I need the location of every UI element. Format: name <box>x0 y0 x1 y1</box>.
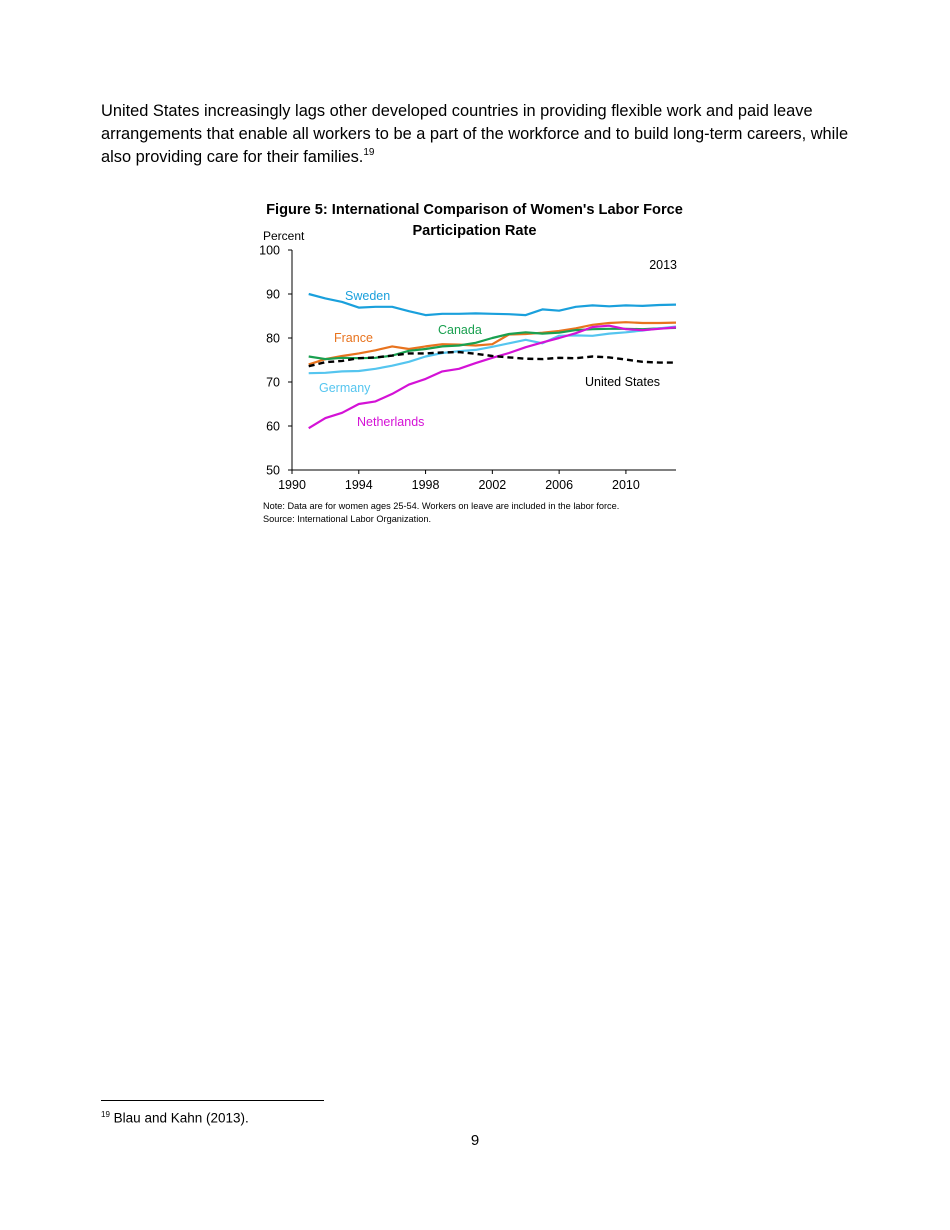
footnote-number: 19 <box>101 1110 110 1119</box>
x-tick-label: 2006 <box>545 478 574 492</box>
series-label-united-states: United States <box>585 375 661 389</box>
year-annotation: 2013 <box>649 258 677 272</box>
footnote-text: Blau and Kahn (2013). <box>113 1110 249 1126</box>
line-chart <box>0 0 950 560</box>
series-label-netherlands: Netherlands <box>357 415 425 429</box>
figure-note <box>263 500 703 526</box>
source-line: Source: International Labor Organization. <box>263 514 432 524</box>
paragraph-text: United States increasingly lags other developed countries in providing flexible work and paid leave arrangements that enable all workers to be a part of the workforce and to build long-term careers, while also providing care for their families. <box>101 102 849 166</box>
x-tick-label: 2002 <box>478 478 507 492</box>
figure-title: Figure 5: International Comparison of Women's Labor Force Participation Rate <box>266 202 683 239</box>
y-tick-label: 70 <box>266 375 280 390</box>
footnote-divider <box>101 1100 324 1101</box>
footnote-ref[interactable]: 19 <box>363 146 375 158</box>
x-tick-label: 1990 <box>278 478 306 492</box>
series-label-france: France <box>334 331 373 345</box>
figure-5 <box>0 0 950 560</box>
series-label-germany: Germany <box>319 381 371 395</box>
y-axis-label: Percent <box>263 229 305 243</box>
series-label-sweden: Sweden <box>345 289 391 303</box>
y-tick-label: 80 <box>266 331 280 346</box>
y-tick-label: 60 <box>266 419 280 434</box>
y-tick-label: 50 <box>266 463 280 478</box>
footnote <box>101 1110 249 1126</box>
series-line-united-states <box>309 352 676 366</box>
y-tick-label: 100 <box>259 243 280 258</box>
page-number: 9 <box>470 1132 480 1149</box>
y-tick-label: 90 <box>266 287 280 302</box>
note-line: Note: Data are for women ages 25-54. Workers on leave are included in the labor force. <box>263 501 620 511</box>
x-tick-label: 1998 <box>411 478 440 492</box>
series-label-canada: Canada <box>438 323 482 337</box>
x-tick-label: 1994 <box>344 478 373 492</box>
x-tick-label: 2010 <box>612 478 640 492</box>
